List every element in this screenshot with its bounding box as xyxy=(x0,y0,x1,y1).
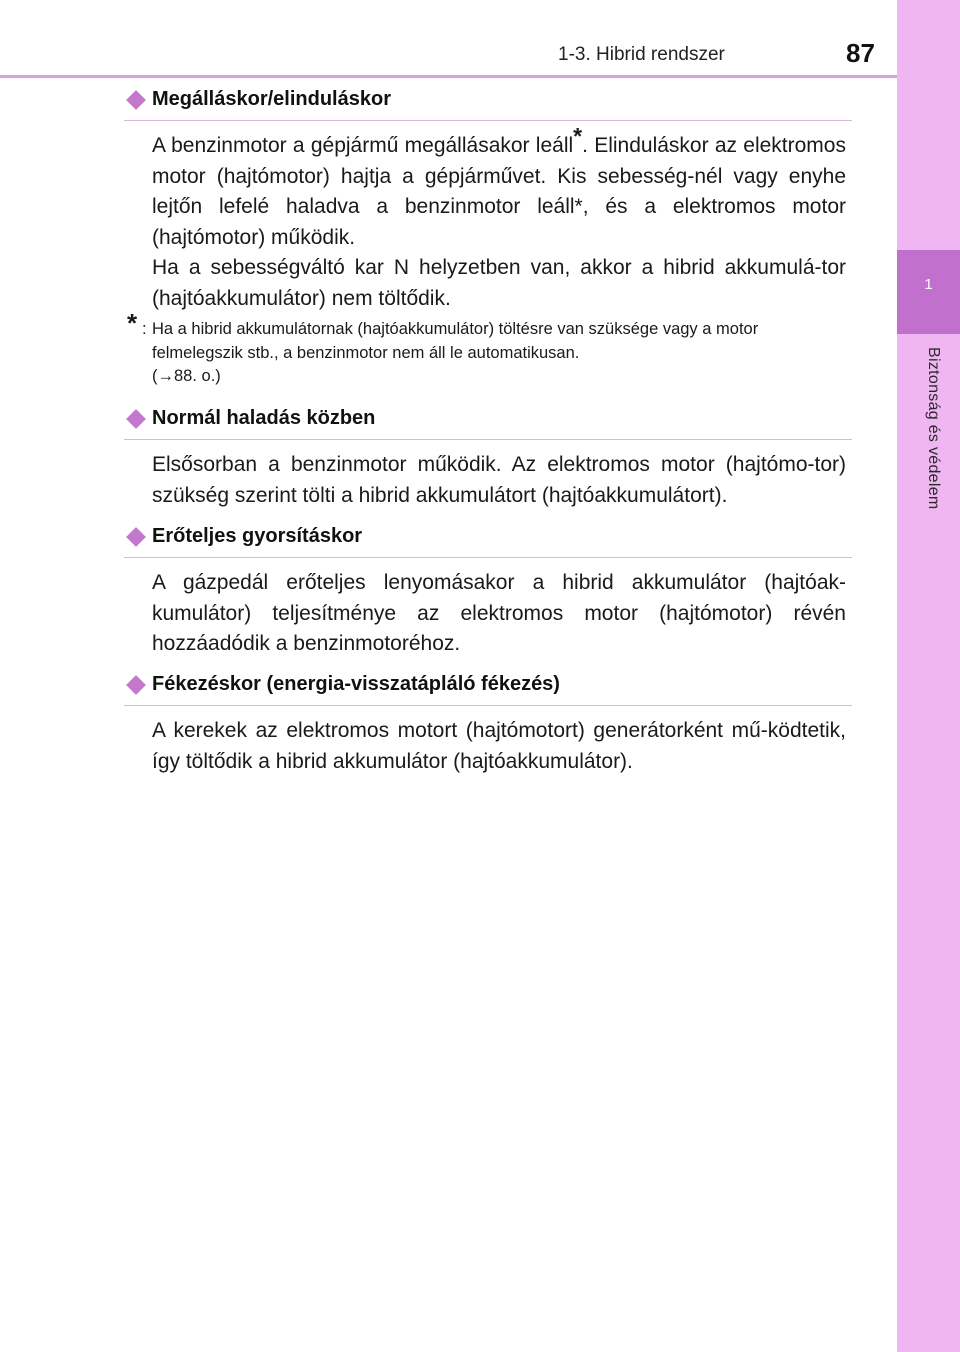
section-heading xyxy=(124,523,852,558)
section-title: Fékezéskor (energia-visszatápláló fékezés) xyxy=(152,673,560,695)
section-heading xyxy=(124,671,852,706)
footnote-asterisk: * xyxy=(127,308,138,338)
section-heading xyxy=(124,405,852,440)
page-number: 87 xyxy=(846,38,875,68)
section-body: Elsősorban a benzinmotor működik. Az elektromos motor (hajtómo-tor) szükség szerint tölti a hibrid akkumulátort (hajtóakkumulátort). xyxy=(152,453,846,507)
section-body: A kerekek az elektromos motort (hajtómotort) generátorként mű-ködtetik, így töltődik a hibrid akkumulátor (hajtóakkumulátor). xyxy=(152,719,846,773)
diamond-bullet-icon xyxy=(126,675,146,695)
chapter-label: Biztonság és védelem xyxy=(925,347,942,510)
section-body xyxy=(152,123,846,314)
section-strong-acceleration xyxy=(124,523,852,660)
section-title: Megálláskor/elinduláskor xyxy=(152,88,391,110)
section-braking xyxy=(124,671,852,777)
side-tab xyxy=(897,0,960,1352)
section-title: Erőteljes gyorsításkor xyxy=(152,525,363,547)
paragraph-text: A benzinmotor a gépjármű megállásakor leáll xyxy=(152,134,574,157)
footnote-colon: : xyxy=(142,320,147,338)
page-reference-link[interactable]: (→88. o.) xyxy=(152,367,221,385)
section-heading xyxy=(124,86,852,121)
footnote-text xyxy=(152,318,852,389)
section-stopping-starting xyxy=(124,86,852,389)
diamond-bullet-icon xyxy=(126,409,146,429)
asterisk-mark: * xyxy=(573,123,583,149)
footnote xyxy=(124,308,852,389)
paragraph xyxy=(152,123,846,253)
diamond-bullet-icon xyxy=(126,527,146,547)
diamond-bullet-icon xyxy=(126,90,146,110)
paragraph-text: . Elinduláskor az elektromos motor (hajtómotor) hajtja a gépjárművet. Kis sebesség-nél vagy enyhe lejtőn lefelé haladva a benzinmotor leáll*, és a elektromos motor (hajtómotor) működik. xyxy=(152,134,846,249)
chapter-number: 1 xyxy=(924,276,933,293)
section-title: Normál haladás közben xyxy=(152,407,376,429)
footnote-body: Ha a hibrid akkumulátornak (hajtóakkumulátor) töltésre van szüksége vagy a motor felmelegszik stb., a benzinmotor nem áll le automatikusan. xyxy=(152,320,759,362)
paragraph: Ha a sebességváltó kar N helyzetben van, akkor a hibrid akkumulá-tor (hajtóakkumulátor) nem töltődik. xyxy=(152,256,846,310)
section-normal-driving xyxy=(124,405,852,511)
chapter-tab[interactable] xyxy=(897,250,960,334)
section-body: A gázpedál erőteljes lenyomásakor a hibrid akkumulátor (hajtóak-kumulátor) teljesítménye az elektromos motor (hajtómotor) révén hozzáadódik a benzinmotoréhoz. xyxy=(152,571,846,655)
running-header: 1-3. Hibrid rendszer xyxy=(558,44,725,65)
header-divider xyxy=(0,75,897,78)
